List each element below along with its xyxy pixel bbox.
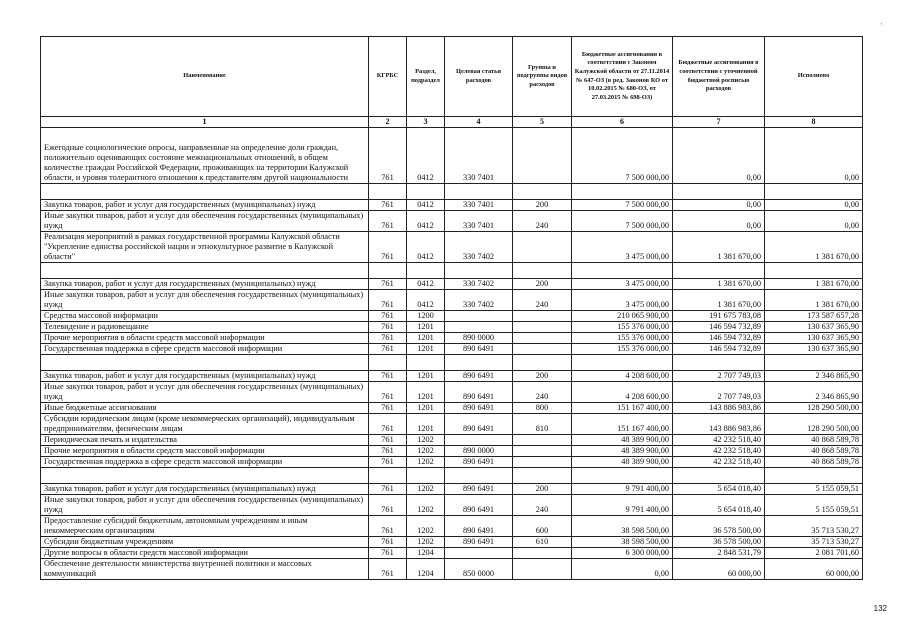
row-target: 890 6491 (445, 344, 513, 355)
row-name: Закупка товаров, работ и услуг для государственных (муниципальных) нужд (41, 484, 369, 495)
row-section: 1201 (407, 371, 445, 382)
row-executed: 35 713 530,27 (765, 537, 863, 548)
row-kgrbs: 761 (369, 559, 407, 580)
row-kgrbs: 761 (369, 414, 407, 435)
row-executed (765, 184, 863, 200)
row-name: Прочие мероприятия в области средств массовой информации (41, 446, 369, 457)
row-refined: 36 578 500,00 (673, 516, 765, 537)
row-group (513, 559, 572, 580)
col-number: 8 (765, 117, 863, 128)
row-refined (673, 468, 765, 484)
row-executed: 0,00 (765, 200, 863, 211)
row-name: Иные закупки товаров, работ и услуг для обеспечения государственных (муниципальных) нужд (41, 382, 369, 403)
row-target: 890 6491 (445, 457, 513, 468)
table-row (41, 355, 863, 371)
row-target (445, 355, 513, 371)
row-group: 200 (513, 200, 572, 211)
row-kgrbs: 761 (369, 516, 407, 537)
row-target (445, 263, 513, 279)
row-executed: 5 155 059,51 (765, 484, 863, 495)
row-kgrbs: 761 (369, 537, 407, 548)
row-assigned: 6 300 000,00 (572, 548, 673, 559)
row-group (513, 322, 572, 333)
row-kgrbs: 761 (369, 484, 407, 495)
table-row (41, 484, 863, 495)
row-target (445, 184, 513, 200)
row-kgrbs (369, 263, 407, 279)
col-number: 4 (445, 117, 513, 128)
corner-mark: ˌ (880, 14, 884, 25)
header-assigned: Бюджетные ассигнования в соответствии с Законом Калужской области от 27.11.2014 № 647-ОЗ (в ред. Законов КО от 10.02.2015 № 680-ОЗ, от 27.03.2015 № 698-ОЗ) (572, 37, 673, 117)
row-section: 1202 (407, 457, 445, 468)
row-target: 890 6491 (445, 495, 513, 516)
page-number: 132 (873, 604, 887, 613)
row-target (445, 322, 513, 333)
row-executed (765, 263, 863, 279)
row-refined: 42 232 518,40 (673, 446, 765, 457)
row-name: Закупка товаров, работ и услуг для государственных (муниципальных) нужд (41, 371, 369, 382)
row-kgrbs: 761 (369, 457, 407, 468)
row-target: 330 7401 (445, 128, 513, 184)
header-groups: Группы и подгруппы видов расходов (513, 37, 572, 117)
table-row (41, 344, 863, 355)
row-kgrbs (369, 184, 407, 200)
row-executed: 130 637 365,90 (765, 322, 863, 333)
row-kgrbs (369, 355, 407, 371)
row-section: 0412 (407, 290, 445, 311)
row-kgrbs: 761 (369, 548, 407, 559)
row-group: 600 (513, 516, 572, 537)
header-kgrbs: КГРБС (369, 37, 407, 117)
table-row (41, 184, 863, 200)
row-section (407, 355, 445, 371)
row-kgrbs: 761 (369, 279, 407, 290)
row-assigned: 3 475 000,00 (572, 279, 673, 290)
row-target: 330 7401 (445, 200, 513, 211)
row-executed: 128 290 500,00 (765, 403, 863, 414)
table-row (41, 435, 863, 446)
row-assigned: 9 791 400,00 (572, 484, 673, 495)
row-refined: 1 381 670,00 (673, 232, 765, 263)
row-refined: 42 232 518,40 (673, 435, 765, 446)
row-group (513, 344, 572, 355)
row-assigned: 38 598 500,00 (572, 516, 673, 537)
row-refined: 146 594 732,89 (673, 322, 765, 333)
row-group (513, 355, 572, 371)
row-executed: 1 381 670,00 (765, 290, 863, 311)
row-target (445, 435, 513, 446)
row-group: 800 (513, 403, 572, 414)
row-group (513, 311, 572, 322)
row-name (41, 184, 369, 200)
row-assigned: 48 389 900,00 (572, 446, 673, 457)
col-number: 6 (572, 117, 673, 128)
row-group: 200 (513, 484, 572, 495)
row-name: Иные закупки товаров, работ и услуг для обеспечения государственных (муниципальных) нужд (41, 290, 369, 311)
row-refined (673, 184, 765, 200)
row-group: 200 (513, 371, 572, 382)
row-name: Государственная поддержка в сфере средств массовой информации (41, 457, 369, 468)
row-executed (765, 355, 863, 371)
row-assigned (572, 184, 673, 200)
table-row (41, 322, 863, 333)
row-executed: 2 346 865,90 (765, 382, 863, 403)
row-executed (765, 468, 863, 484)
row-section: 1200 (407, 311, 445, 322)
row-name: Иные бюджетные ассигнования (41, 403, 369, 414)
row-group (513, 435, 572, 446)
row-kgrbs: 761 (369, 290, 407, 311)
row-section: 1202 (407, 516, 445, 537)
row-group (513, 548, 572, 559)
row-group: 240 (513, 290, 572, 311)
row-target: 890 6491 (445, 537, 513, 548)
row-name: Иные закупки товаров, работ и услуг для обеспечения государственных (муниципальных) нужд (41, 211, 369, 232)
row-group (513, 232, 572, 263)
row-target: 890 6491 (445, 382, 513, 403)
row-refined: 1 381 670,00 (673, 290, 765, 311)
row-refined: 1 381 670,00 (673, 279, 765, 290)
row-kgrbs: 761 (369, 371, 407, 382)
row-refined (673, 263, 765, 279)
row-section: 1201 (407, 414, 445, 435)
row-refined: 146 594 732,89 (673, 344, 765, 355)
row-group (513, 184, 572, 200)
row-section: 1202 (407, 435, 445, 446)
row-group (513, 263, 572, 279)
row-executed: 1 381 670,00 (765, 232, 863, 263)
row-section: 0412 (407, 128, 445, 184)
header-name: Наименование (41, 37, 369, 117)
row-assigned (572, 468, 673, 484)
row-executed: 130 637 365,90 (765, 344, 863, 355)
row-kgrbs: 761 (369, 322, 407, 333)
row-assigned: 155 376 000,00 (572, 344, 673, 355)
table-row (41, 232, 863, 263)
row-kgrbs: 761 (369, 311, 407, 322)
row-name: Предоставление субсидий бюджетным, автономным учреждениям и иным некоммерческим организациям (41, 516, 369, 537)
row-name (41, 468, 369, 484)
row-kgrbs: 761 (369, 211, 407, 232)
row-executed: 40 868 589,78 (765, 435, 863, 446)
row-executed: 40 868 589,78 (765, 457, 863, 468)
row-executed: 40 868 589,78 (765, 446, 863, 457)
row-section (407, 468, 445, 484)
row-assigned: 48 389 900,00 (572, 435, 673, 446)
table-row (41, 403, 863, 414)
row-name: Субсидии бюджетным учреждениям (41, 537, 369, 548)
row-name: Периодическая печать и издательства (41, 435, 369, 446)
row-name: Телевидение и радиовещание (41, 322, 369, 333)
row-assigned: 4 208 600,00 (572, 382, 673, 403)
row-kgrbs: 761 (369, 200, 407, 211)
row-refined: 42 232 518,40 (673, 457, 765, 468)
row-name: Закупка товаров, работ и услуг для государственных (муниципальных) нужд (41, 279, 369, 290)
row-kgrbs (369, 468, 407, 484)
row-executed: 2 081 701,60 (765, 548, 863, 559)
row-refined: 0,00 (673, 128, 765, 184)
table-row (41, 495, 863, 516)
row-target: 330 7401 (445, 211, 513, 232)
row-assigned: 155 376 000,00 (572, 333, 673, 344)
row-kgrbs: 761 (369, 403, 407, 414)
row-section: 1204 (407, 548, 445, 559)
row-group: 200 (513, 279, 572, 290)
row-assigned: 3 475 000,00 (572, 232, 673, 263)
row-executed: 0,00 (765, 128, 863, 184)
row-target: 890 0000 (445, 333, 513, 344)
row-target: 330 7402 (445, 232, 513, 263)
row-assigned: 7 500 000,00 (572, 128, 673, 184)
row-executed: 35 713 530,27 (765, 516, 863, 537)
row-name: Другие вопросы в области средств массовой информации (41, 548, 369, 559)
row-executed: 0,00 (765, 211, 863, 232)
row-executed: 128 290 500,00 (765, 414, 863, 435)
row-target: 890 6491 (445, 371, 513, 382)
row-kgrbs: 761 (369, 495, 407, 516)
row-section: 1204 (407, 559, 445, 580)
row-refined: 2 707 749,03 (673, 382, 765, 403)
row-assigned: 7 500 000,00 (572, 211, 673, 232)
row-refined: 143 886 983,86 (673, 403, 765, 414)
row-refined: 2 848 531,79 (673, 548, 765, 559)
row-section: 1201 (407, 403, 445, 414)
row-target: 890 6491 (445, 516, 513, 537)
row-name: Ежегодные социологические опросы, направленные на определение доли граждан, положительно оценивающих состояние межнациональных отношений, в общем количестве граждан Российской Федерации, проживающих на территории Калужской области, и уровня толерантного отношения к представителям другой национальности (41, 128, 369, 184)
row-name: Государственная поддержка в сфере средств массовой информации (41, 344, 369, 355)
row-section: 0412 (407, 211, 445, 232)
table-row (41, 446, 863, 457)
row-refined: 0,00 (673, 200, 765, 211)
row-assigned: 151 167 400,00 (572, 414, 673, 435)
row-name (41, 355, 369, 371)
row-refined: 2 707 749,03 (673, 371, 765, 382)
table-row (41, 559, 863, 580)
col-number: 1 (41, 117, 369, 128)
row-target: 850 0000 (445, 559, 513, 580)
row-section (407, 263, 445, 279)
row-target (445, 468, 513, 484)
row-section: 0412 (407, 232, 445, 263)
row-kgrbs: 761 (369, 446, 407, 457)
row-refined: 0,00 (673, 211, 765, 232)
header-target: Целевая статья расходов (445, 37, 513, 117)
row-target: 330 7402 (445, 290, 513, 311)
budget-table (40, 36, 863, 580)
row-executed: 173 587 657,28 (765, 311, 863, 322)
row-refined: 191 675 783,08 (673, 311, 765, 322)
table-row (41, 333, 863, 344)
row-group (513, 457, 572, 468)
row-kgrbs: 761 (369, 382, 407, 403)
row-assigned: 7 500 000,00 (572, 200, 673, 211)
row-section: 0412 (407, 279, 445, 290)
table-row (41, 468, 863, 484)
row-name: Прочие мероприятия в области средств массовой информации (41, 333, 369, 344)
table-row (41, 457, 863, 468)
row-group: 240 (513, 382, 572, 403)
row-assigned: 4 208 600,00 (572, 371, 673, 382)
row-assigned (572, 355, 673, 371)
table-row (41, 200, 863, 211)
row-refined: 143 886 983,86 (673, 414, 765, 435)
row-assigned: 0,00 (572, 559, 673, 580)
row-group: 610 (513, 537, 572, 548)
row-target: 890 6491 (445, 414, 513, 435)
row-kgrbs: 761 (369, 232, 407, 263)
table-row (41, 548, 863, 559)
header-executed: Исполнено (765, 37, 863, 117)
row-group (513, 333, 572, 344)
row-refined: 5 654 018,40 (673, 484, 765, 495)
table-row (41, 537, 863, 548)
row-assigned: 9 791 400,00 (572, 495, 673, 516)
row-group: 810 (513, 414, 572, 435)
row-name: Иные закупки товаров, работ и услуг для обеспечения государственных (муниципальных) нужд (41, 495, 369, 516)
row-target: 890 0000 (445, 446, 513, 457)
row-section: 0412 (407, 200, 445, 211)
row-assigned: 210 065 900,00 (572, 311, 673, 322)
table-row (41, 211, 863, 232)
table-row (41, 290, 863, 311)
row-target: 330 7402 (445, 279, 513, 290)
budget-table-page (40, 36, 862, 580)
table-row (41, 279, 863, 290)
row-section: 1201 (407, 382, 445, 403)
row-section: 1201 (407, 322, 445, 333)
row-target (445, 311, 513, 322)
row-section: 1202 (407, 484, 445, 495)
table-header-row (41, 37, 863, 117)
row-kgrbs: 761 (369, 128, 407, 184)
row-section: 1202 (407, 446, 445, 457)
col-number: 3 (407, 117, 445, 128)
row-group: 240 (513, 495, 572, 516)
column-number-row (41, 117, 863, 128)
row-executed: 60 000,00 (765, 559, 863, 580)
row-name: Обеспечение деятельности министерства внутренней политики и массовых коммуникаций (41, 559, 369, 580)
row-assigned: 155 376 000,00 (572, 322, 673, 333)
col-number: 2 (369, 117, 407, 128)
header-section: Раздел, подраздел (407, 37, 445, 117)
row-refined: 36 578 500,00 (673, 537, 765, 548)
header-refined: Бюджетные ассигнования в соответствии с уточненной бюджетной росписью расходов (673, 37, 765, 117)
row-kgrbs: 761 (369, 344, 407, 355)
row-section (407, 184, 445, 200)
col-number: 5 (513, 117, 572, 128)
row-executed: 5 155 059,51 (765, 495, 863, 516)
row-kgrbs: 761 (369, 435, 407, 446)
row-refined: 146 594 732,89 (673, 333, 765, 344)
row-executed: 2 346 865,90 (765, 371, 863, 382)
row-assigned: 151 167 400,00 (572, 403, 673, 414)
table-row (41, 516, 863, 537)
row-target: 890 6491 (445, 403, 513, 414)
table-row (41, 382, 863, 403)
row-kgrbs: 761 (369, 333, 407, 344)
row-target (445, 548, 513, 559)
row-section: 1201 (407, 333, 445, 344)
row-group (513, 128, 572, 184)
table-row (41, 128, 863, 184)
row-name: Реализация мероприятий в рамках государственной программы Калужской области "Укрепление единства российской нации и этнокультурное развитие в Калужской области" (41, 232, 369, 263)
table-row (41, 311, 863, 322)
row-name: Средства массовой информации (41, 311, 369, 322)
row-section: 1201 (407, 344, 445, 355)
row-section: 1202 (407, 495, 445, 516)
row-refined: 60 000,00 (673, 559, 765, 580)
row-executed: 1 381 670,00 (765, 279, 863, 290)
row-name (41, 263, 369, 279)
row-group (513, 468, 572, 484)
table-row (41, 371, 863, 382)
col-number: 7 (673, 117, 765, 128)
row-refined: 5 654 018,40 (673, 495, 765, 516)
row-assigned (572, 263, 673, 279)
row-assigned: 3 475 000,00 (572, 290, 673, 311)
row-assigned: 38 598 500,00 (572, 537, 673, 548)
row-name: Закупка товаров, работ и услуг для государственных (муниципальных) нужд (41, 200, 369, 211)
table-row (41, 263, 863, 279)
row-group (513, 446, 572, 457)
row-group: 240 (513, 211, 572, 232)
row-executed: 130 637 365,90 (765, 333, 863, 344)
row-section: 1202 (407, 537, 445, 548)
row-target: 890 6491 (445, 484, 513, 495)
row-name: Субсидии юридическим лицам (кроме некоммерческих организаций), индивидуальным предпринимателям, физическим лицам (41, 414, 369, 435)
row-assigned: 48 389 900,00 (572, 457, 673, 468)
table-row (41, 414, 863, 435)
row-refined (673, 355, 765, 371)
